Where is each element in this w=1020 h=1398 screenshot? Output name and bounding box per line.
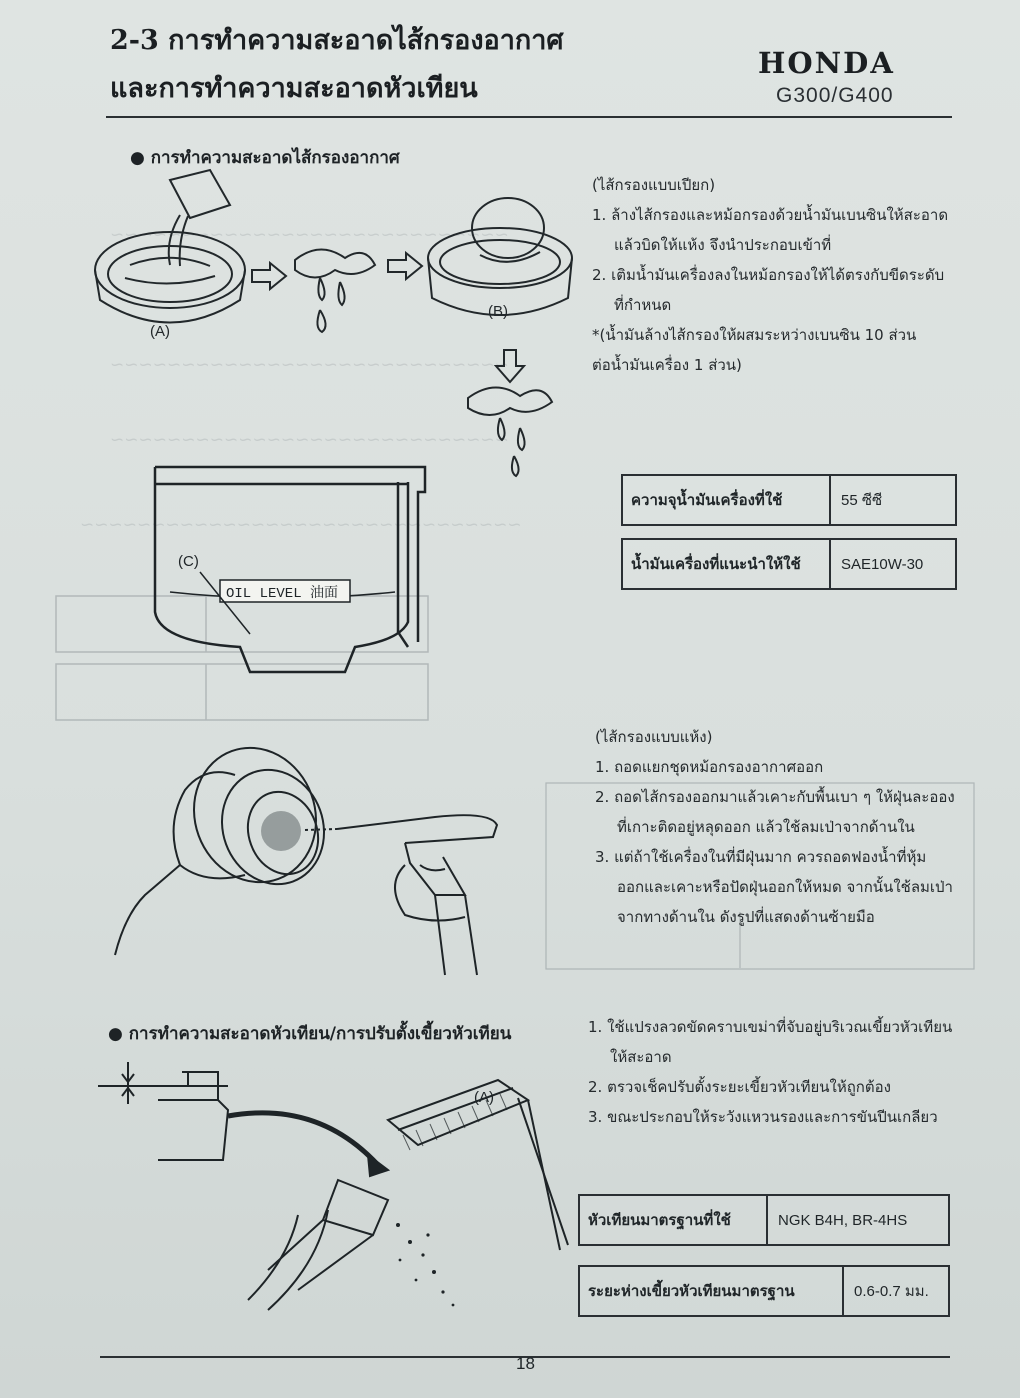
wet-filter-illustration: [90, 170, 590, 480]
dry-filter-line: ออกและเคาะหรือปัดฝุ่นออกให้หมด จากนั้นใช้ลมเป่า: [617, 878, 953, 896]
spec-value: NGK B4H, BR-4HS: [778, 1211, 908, 1229]
brand-logo: HONDA: [758, 46, 895, 80]
spark-plug-line: 2. ตรวจเช็คปรับตั้งระยะเขี้ยวหัวเทียนให้ถูกต้อง: [588, 1078, 891, 1096]
dry-filter-line: 3. แต่ถ้าใช้เครื่องในที่มีฝุ่นมาก ควรถอดฟองน้ำที่หุ้ม: [595, 848, 927, 866]
wet-filter-line: 1. ล้างไส้กรองและหม้อกรองด้วยน้ำมันเบนซินให้สะอาด: [592, 206, 949, 224]
spec-spark-plug: [578, 1194, 950, 1246]
spec-value: SAE10W-30: [841, 555, 924, 573]
spec-label: ระยะห่างเขี้ยวหัวเทียนมาตรฐาน: [580, 1267, 844, 1315]
dry-filter-title: (ไส้กรองแบบแห้ง): [595, 728, 713, 746]
wet-filter-title: (ไส้กรองแบบเปียก): [592, 176, 716, 194]
spark-plug-line: 3. ขณะประกอบให้ระวังแหวนรองและการขันปีนเกลียว: [588, 1108, 938, 1126]
fig-label-c: (C): [178, 553, 199, 570]
spark-plug-heading: ● การทำความสะอาดหัวเทียน/การปรับตั้งเขี้ยวหัวเทียน: [108, 1024, 512, 1044]
model-number: G300/G400: [776, 84, 894, 107]
wet-filter-line: ต่อน้ำมันเครื่อง 1 ส่วน): [592, 356, 742, 374]
dry-filter-line: 2. ถอดไส้กรองออกมาแล้วเคาะกับพื้นเบา ๆ ให้ฝุ่นละออง: [595, 788, 955, 806]
spec-label: น้ำมันเครื่องที่แนะนำให้ใช้: [623, 540, 831, 588]
fig-label-a: (A): [474, 1089, 494, 1106]
spark-plug-line: ให้สะอาด: [610, 1048, 672, 1066]
bullet-icon: ●: [130, 148, 151, 168]
bleed-through-text: ~~~~~~~~~~~~~~~~~~~~~~~~~~~~: [110, 355, 509, 375]
spark-plug-text: [588, 1012, 952, 1132]
bleed-through-text: ~~~~~~~~~~~~~~~~~~~~~~~~~~~~: [110, 225, 509, 245]
page-title-line-2: และการทำความสะอาดหัวเทียน: [110, 73, 478, 104]
page-title-line-1: 2-3 การทำความสะอาดไส้กรองอากาศ: [110, 25, 564, 56]
spec-label: หัวเทียนมาตรฐานที่ใช้: [580, 1196, 768, 1244]
spec-spark-plug-gap: [578, 1265, 950, 1317]
dry-filter-line: ที่เกาะติดอยู่หลุดออก แล้วใช้ลมเป่าจากด้านใน: [617, 818, 915, 836]
oil-level-mark: OIL LEVEL 油面: [226, 586, 339, 602]
bleed-through-text: ~~~~~~~~~~~~~~~~~~~~~~~~~~~~~~~: [80, 515, 522, 535]
wet-filter-line: ที่กำหนด: [614, 296, 672, 314]
spark-plug-line: 1. ใช้แปรงลวดขัดคราบเขม่าที่จับอยู่บริเวณเขี้ยวหัวเทียน: [588, 1018, 953, 1036]
dry-filter-text: [595, 722, 955, 932]
spark-plug-illustration: [98, 1060, 568, 1320]
spec-recommended-oil: [621, 538, 957, 590]
bullet-icon: ●: [108, 1024, 129, 1044]
air-blow-illustration: [105, 745, 525, 985]
fig-label-a: (A): [150, 323, 170, 340]
spec-value: 0.6-0.7 มม.: [854, 1283, 929, 1300]
wet-filter-text: [592, 170, 948, 380]
spec-label: ความจุน้ำมันเครื่องที่ใช้: [623, 476, 831, 524]
bleed-through-text: ~~~~~~~~~~~~~~~~~~~~~~~~~~~~: [110, 430, 509, 450]
fig-label-b: (B): [488, 303, 508, 320]
wet-filter-line: 2. เติมน้ำมันเครื่องลงในหม้อกรองให้ได้ตรงกับขีดระดับ: [592, 266, 945, 284]
wet-filter-line: แล้วบิดให้แห้ง จึงนำประกอบเข้าที่: [614, 236, 832, 254]
air-cleaner-case-illustration: [150, 462, 435, 677]
header-rule: [106, 116, 952, 118]
wet-filter-line: *(น้ำมันล้างไส้กรองให้ผสมระหว่างเบนซิน 10 ส่วน: [592, 326, 917, 344]
dry-filter-line: จากทางด้านใน ดังรูปที่แสดงด้านซ้ายมือ: [617, 908, 875, 926]
spec-value: 55 ซีซี: [841, 492, 883, 509]
dry-filter-line: 1. ถอดแยกชุดหม้อกรองอากาศออก: [595, 758, 824, 776]
air-filter-heading: ● การทำความสะอาดไส้กรองอากาศ: [130, 148, 400, 168]
page-number: 18: [516, 1354, 535, 1373]
spec-oil-capacity: [621, 474, 957, 526]
